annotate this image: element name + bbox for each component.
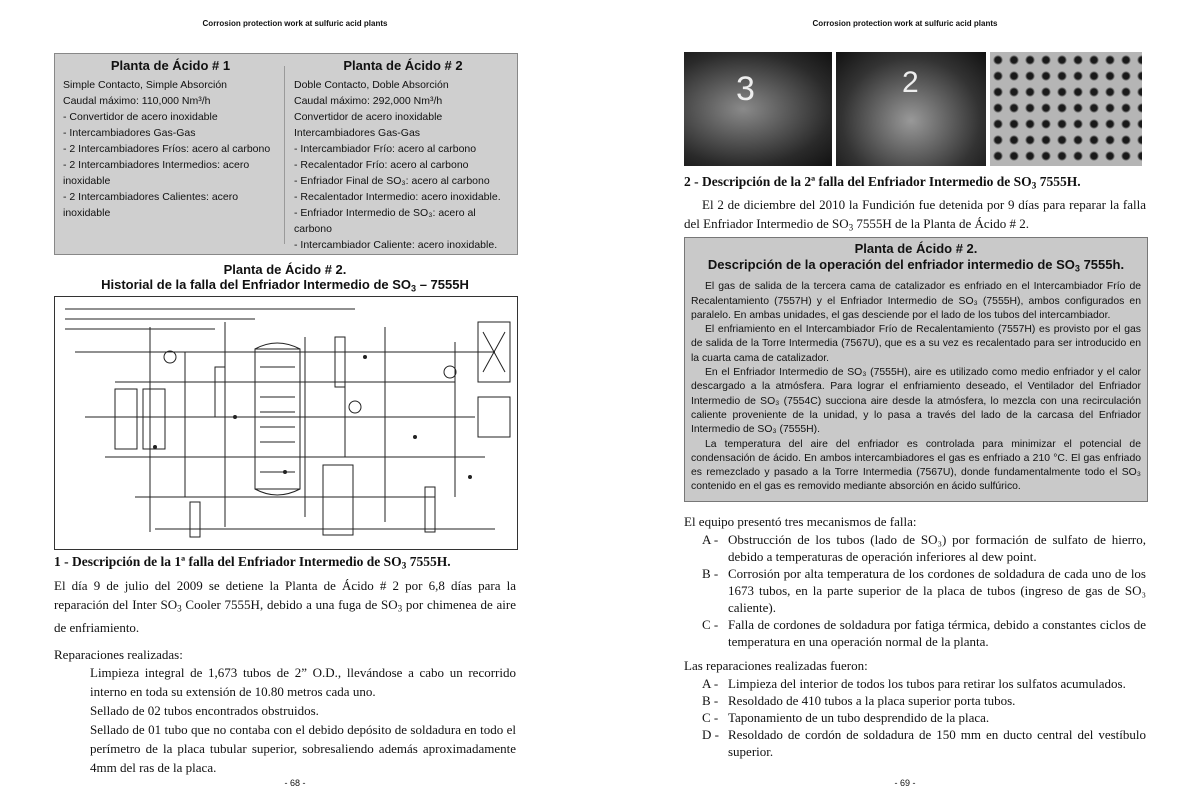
repair-item: A - Limpieza del interior de todos los tubos para retirar los sulfatos acumulados. xyxy=(702,676,1126,691)
repairs-intro: Las reparaciones realizadas fueron: xyxy=(684,658,868,673)
operation-description-box xyxy=(684,237,1148,502)
plant-2-line: - Recalentador Intermedio: acero inoxidable. xyxy=(294,191,501,203)
running-head: Corrosion protection work at sulfuric acid plants xyxy=(812,19,998,28)
repair-item: Sellado de 02 tubos encontrados obstruidos. xyxy=(90,703,319,718)
plant-1-line: inoxidable xyxy=(63,207,111,219)
photo-tube-sheet-1 xyxy=(684,52,832,166)
history-title-line-1: Planta de Ácido # 2. xyxy=(223,262,347,277)
plant-1-title: Planta de Ácido # 1 xyxy=(110,58,231,73)
plant-2-line: - Recalentador Frío: acero al carbono xyxy=(294,159,469,171)
ops-paragraph: En el Enfriador Intermedio de SO₃ (7555H), aire es utilizado como medio enfriador y el calor descargado a la atmósfera. Para lograr el enfriamiento deseado, el Ventilador del Enfriador Intermedio de SO₃ (7554C) succiona aire desde la atmósfera, lo mezcla con una recirculación caliente proveniente de la unidad, y lo pasa a través del lado de la carcasa del Enfriador Intermedio de SO₃ (7555H). xyxy=(691,367,1141,436)
mechanisms-list xyxy=(702,531,1146,650)
photo-label: 3 xyxy=(736,70,755,108)
column-divider xyxy=(284,66,285,244)
mechanisms-intro: El equipo presentó tres mecanismos de falla: xyxy=(684,514,917,529)
plant-2-line: Intercambiadores Gas-Gas xyxy=(294,127,421,139)
mechanism-item: C - Falla de cordones de soldadura por fatiga térmica, debido a constantes ciclos de temperatura en una operación normal de la planta. xyxy=(702,617,1146,649)
process-flow-schematic xyxy=(55,297,517,549)
photo-label: 2 xyxy=(902,66,919,99)
running-head: Corrosion protection work at sulfuric acid plants xyxy=(202,19,388,28)
ops-title-line-2: Descripción de la operación del enfriador intermedio de $SO_3$ 7555h. xyxy=(707,257,1125,274)
photo-tube-sheet-3 xyxy=(990,52,1142,166)
plant-2-line: Caudal máximo: 292,000 Nm³/h xyxy=(294,95,443,107)
repair-item: Sellado de 01 tubo que no contaba con el debido depósito de soldadura en todo el perímetro de la placa tubular superior, sobresaliendo además aproximadamente 4mm del ras de la placa. xyxy=(90,722,516,775)
plant-2-line: - Enfriador Intermedio de SO₃: acero al xyxy=(294,207,476,219)
plant-2-column xyxy=(294,58,512,253)
repair-item: Limpieza integral de 1,673 tubos de 2” O.D., llevándose a cabo un recorrido interno en toda su extensión de 10.80 metros cada uno. xyxy=(90,665,516,699)
plants-comparison-box xyxy=(54,53,518,255)
plant-2-title: Planta de Ácido # 2 xyxy=(343,58,463,73)
plant-2-line: carbono xyxy=(294,223,332,235)
plant-1-line: inoxidable xyxy=(63,175,111,187)
plant-2-line: Convertidor de acero inoxidable xyxy=(294,111,443,123)
ops-paragraph: El enfriamiento en el Intercambiador Frío de Recalentamiento (7557H) es provisto por el gas de salida de la Torre Intermedia (7567U), que es a su vez es recalentado para ser introducido en la cuarta cama de catalizador. xyxy=(691,324,1141,364)
failure-1-paragraph: El día 9 de julio del 2009 se detiene la Planta de Ácido # 2 por 6,8 días para la reparación del Inter $SO_3$ Cooler 7555H, debido a una fuga de $SO_3$ por chimenea de aire de enfriamiento. xyxy=(54,578,517,636)
repairs-heading: Reparaciones realizadas: xyxy=(54,647,183,662)
mechanism-item: A - Obstrucción de los tubos (lado de SO₃) por formación de sulfato de hierro, debido a temperaturas de operación inferiores al dew point. xyxy=(702,532,1146,564)
repair-item: D - Resoldado de cordón de soldadura de 150 mm en ducto central del vestíbulo superior. xyxy=(702,727,1146,759)
history-title-line-2: Historial de la falla del Enfriador Intermedio de $SO_3 - 7555H$ xyxy=(101,277,469,294)
failure-2-heading: 2 - Descripción de la 2ª falla del Enfriador Intermedio de $SO_3$ 7555H. xyxy=(684,174,1081,192)
page-number: - 68 - xyxy=(284,778,306,788)
plant-1-line: - Intercambiadores Gas-Gas xyxy=(63,127,196,139)
plant-1-column xyxy=(63,58,278,221)
repair-item: B - Resoldado de 410 tubos a la placa superior porta tubos. xyxy=(702,693,1016,708)
plant-2-line: - Enfriador Final de SO₃: acero al carbono xyxy=(294,175,490,187)
ops-paragraph: El gas de salida de la tercera cama de catalizador es enfriado en el Intercambiador Frío de Recalentamiento (7557H) y el Enfriador Intermedio de SO₃ (7555H), ambos configurados en paralelo. En ambas unidades, el gas desciende por el lado de los tubos del intercambiador. xyxy=(691,281,1141,321)
plant-2-line: - Intercambiador Frío: acero al carbono xyxy=(294,143,477,155)
mechanism-item: B - Corrosión por alta temperatura de los cordones de soldadura de cada uno de los 1673 tubos, en la parte superior de la placa de tubos (ingreso de gas de SO₃ caliente). xyxy=(702,566,1146,615)
plant-2-line: - Intercambiador Caliente: acero inoxidable. xyxy=(294,239,498,251)
repair-item: C - Taponamiento de un tubo desprendido de la placa. xyxy=(702,710,990,725)
repairs-list xyxy=(90,663,516,777)
ops-paragraph: La temperatura del aire del enfriador es controlada para minimizar el potencial de condensación de ácido. En ambos intercambiadores el gas es enfriado a 210 °C. El gas enfriado es remezclado y pasado a la Torre Intermedia (7567U), donde fundamentalmente todo el SO₃ contenido en el gas es removido mediante absorción en ácido sulfúrico. xyxy=(691,438,1141,493)
plant-1-line: - Convertidor de acero inoxidable xyxy=(63,111,218,123)
right-page xyxy=(610,0,1200,810)
plant-2-line: Doble Contacto, Doble Absorción xyxy=(294,79,449,91)
plant-1-line: - 2 Intercambiadores Fríos: acero al carbono xyxy=(63,143,271,155)
failure-1-heading: 1 - Descripción de la 1ª falla del Enfriador Intermedio de $SO_3$ 7555H. xyxy=(54,554,451,572)
ops-title-line-1: Planta de Ácido # 2. xyxy=(854,241,978,256)
plant-1-line: - 2 Intercambiadores Intermedios: acero xyxy=(63,159,250,171)
page-number: - 69 - xyxy=(894,778,916,788)
process-flow-diagram xyxy=(54,296,518,550)
left-page xyxy=(0,0,590,810)
repairs-list xyxy=(702,675,1146,760)
photo-tube-sheet-2 xyxy=(836,52,986,166)
plant-1-line: Caudal máximo: 110,000 Nm³/h xyxy=(63,95,211,107)
plant-1-line: Simple Contacto, Simple Absorción xyxy=(63,79,227,91)
history-title xyxy=(54,262,516,296)
failure-2-paragraph: El 2 de diciembre del 2010 la Fundición fue detenida por 9 días para reparar la falla del Enfriador Intermedio de $SO_3$ 7555H de la Planta de Ácido # 2. xyxy=(684,197,1146,233)
plant-1-line: - 2 Intercambiadores Calientes: acero xyxy=(63,191,239,203)
